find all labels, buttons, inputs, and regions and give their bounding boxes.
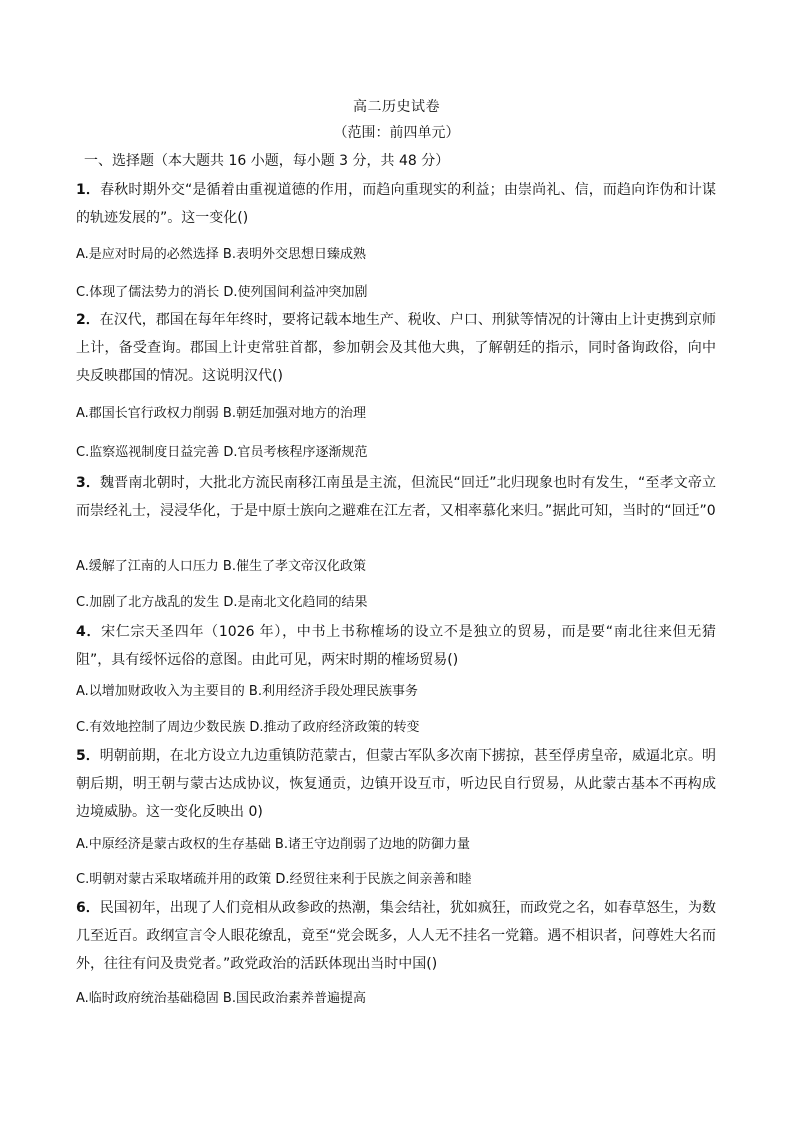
question-number: 4．: [76, 624, 102, 640]
question-6: [76, 894, 716, 978]
question-number: 3．: [76, 475, 101, 491]
question-number: 5．: [76, 748, 100, 764]
question-4: [76, 618, 716, 674]
section-heading: 一、选择题（本大题共 16 小题，每小题 3 分，共 48 分）: [84, 153, 450, 169]
question-2-options-row-1: A.郡国长官行政权力削弱 B.朝廷加强对地方的治理: [76, 406, 366, 421]
page-title: 高二历史试卷: [353, 99, 440, 115]
question-3-options-row-2: C.加剧了北方战乱的发生 D.是南北文化趋同的结果: [76, 595, 368, 610]
question-5: [76, 742, 716, 826]
question-stem: 民国初年，出现了人们竞相从政参政的热潮，集会结社，犹如疯狂，而政党之名，如春草怒生，为数几至近百。政纲宣言令人眼花缭乱，竟至“党会既多，人人无不挂名一党籍。遇不相识者，问尊姓大名而外，往往有问及贵党者。”政党政治的活跃体现出当时中国(): [76, 900, 717, 972]
question-1-options-row-2: C.体现了儒法势力的消长 D.使列国间利益冲突加剧: [76, 285, 368, 300]
question-6-options-row-1: A.临时政府统治基础稳固 B.国民政治素养普遍提高: [76, 991, 366, 1006]
question-number: 6．: [76, 900, 100, 916]
question-4-options-row-1: A.以增加财政收入为主要目的 B.利用经济手段处理民族事务: [76, 684, 418, 699]
question-1: [76, 176, 716, 232]
question-5-options-row-2: C.明朝对蒙古采取堵疏并用的政策 D.经贸往来利于民族之间亲善和睦: [76, 872, 472, 887]
question-3-options-row-1: A.缓解了江南的人口压力 B.催生了孝文帝汉化政策: [76, 559, 366, 574]
question-stem: 明朝前期，在北方设立九边重镇防范蒙古，但蒙古军队多次南下掳掠，甚至俘虏皇帝，威逼北京。明朝后期，明王朝与蒙古达成协议，恢复通贡，边镇开设互市，听边民自行贸易，从此蒙古基本不再构成边境威胁。这一变化反映出 0): [76, 748, 717, 820]
page-subtitle: （范围：前四单元）: [333, 125, 460, 141]
question-number: 1．: [76, 182, 101, 198]
question-stem: 春秋时期外交“是循着由重视道德的作用，而趋向重现实的利益；由崇尚礼、信，而趋向诈伪和计谋的轨迹发展的”。这一变化(): [76, 182, 716, 226]
question-number: 2．: [76, 312, 100, 328]
question-stem: 在汉代，郡国在每年年终时，要将记载本地生产、税收、户口、刑狱等情况的计簿由上计吏携到京师上计，备受查询。郡国上计吏常驻首都，参加朝会及其他大典，了解朝廷的指示，同时备询政俗，向中央反映郡国的情况。这说明汉代(): [76, 312, 717, 384]
question-3: [76, 469, 716, 525]
question-stem: 宋仁宗天圣四年（1026 年），中书上书称榷场的设立不是独立的贸易，而是要“南北往来但无猜阻”，具有绥怀远俗的意图。由此可见，两宋时期的榷场贸易(): [76, 624, 716, 668]
question-1-options-row-1: A.是应对时局的必然选择 B.表明外交思想日臻成熟: [76, 247, 366, 262]
question-4-options-row-2: C.有效地控制了周边少数民族 D.推动了政府经济政策的转变: [76, 720, 420, 735]
question-5-options-row-1: A.中原经济是蒙古政权的生存基础 B.诸王守边削弱了边地的防御力量: [76, 837, 470, 852]
question-2-options-row-2: C.监察巡视制度日益完善 D.官员考核程序逐渐规范: [76, 445, 368, 460]
question-stem: 魏晋南北朝时，大批北方流民南移江南虽是主流，但流民“回迁”北归现象也时有发生，“至孝文帝立而崇经礼士，浸浸华化，于是中原士族向之避难在江左者，又相率慕化来归。”据此可知，当时的“回迁”0: [76, 475, 716, 519]
question-2: [76, 306, 716, 390]
